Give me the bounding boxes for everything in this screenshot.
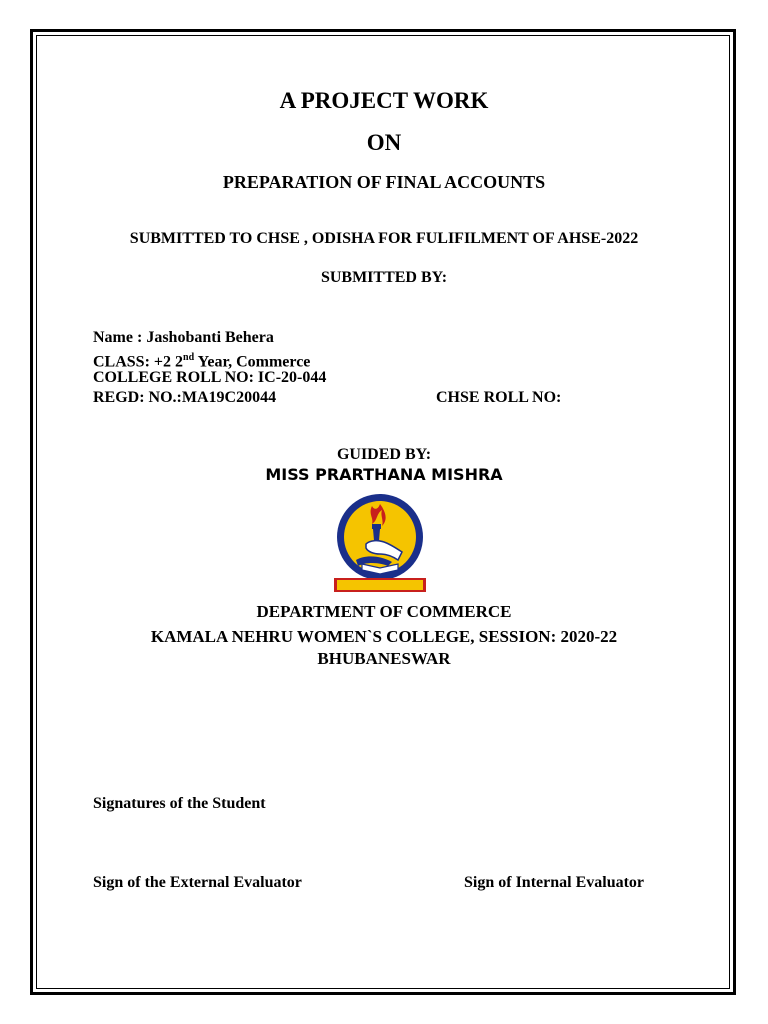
class-prefix: CLASS: +2 2 <box>93 353 184 371</box>
department: DEPARTMENT OF COMMERCE <box>256 602 512 621</box>
title-on: ON <box>366 130 402 155</box>
internal-evaluator-signature-label: Sign of Internal Evaluator <box>464 874 645 891</box>
city: BHUBANESWAR <box>317 649 451 668</box>
student-name: Name : Jashobanti Behera <box>93 329 274 346</box>
submitted-by-label: SUBMITTED BY: <box>320 269 448 286</box>
college-emblem-icon <box>332 494 428 594</box>
college-session: KAMALA NEHRU WOMEN`S COLLEGE, SESSION: 2020-22 <box>150 627 618 646</box>
registration-no: REGD: NO.:MA19C20044 <box>93 389 277 406</box>
document-title: A PROJECT WORK <box>279 88 489 113</box>
chse-roll-no: CHSE ROLL NO: <box>436 389 562 406</box>
guided-by-label: GUIDED BY: <box>336 446 432 463</box>
class-superscript: nd <box>183 352 195 363</box>
student-signature-label: Signatures of the Student <box>93 795 266 812</box>
submitted-to-line: SUBMITTED TO CHSE , ODISHA FOR FULIFILMENT OF AHSE-2022 <box>129 230 639 247</box>
guide-name: MISS PRARTHANA MISHRA <box>265 465 503 484</box>
class-suffix: Year, Commerce <box>194 353 311 371</box>
project-subject: PREPARATION OF FINAL ACCOUNTS <box>222 172 546 192</box>
external-evaluator-signature-label: Sign of the External Evaluator <box>93 874 302 891</box>
college-roll-no: COLLEGE ROLL NO: IC-20-044 <box>93 369 327 386</box>
